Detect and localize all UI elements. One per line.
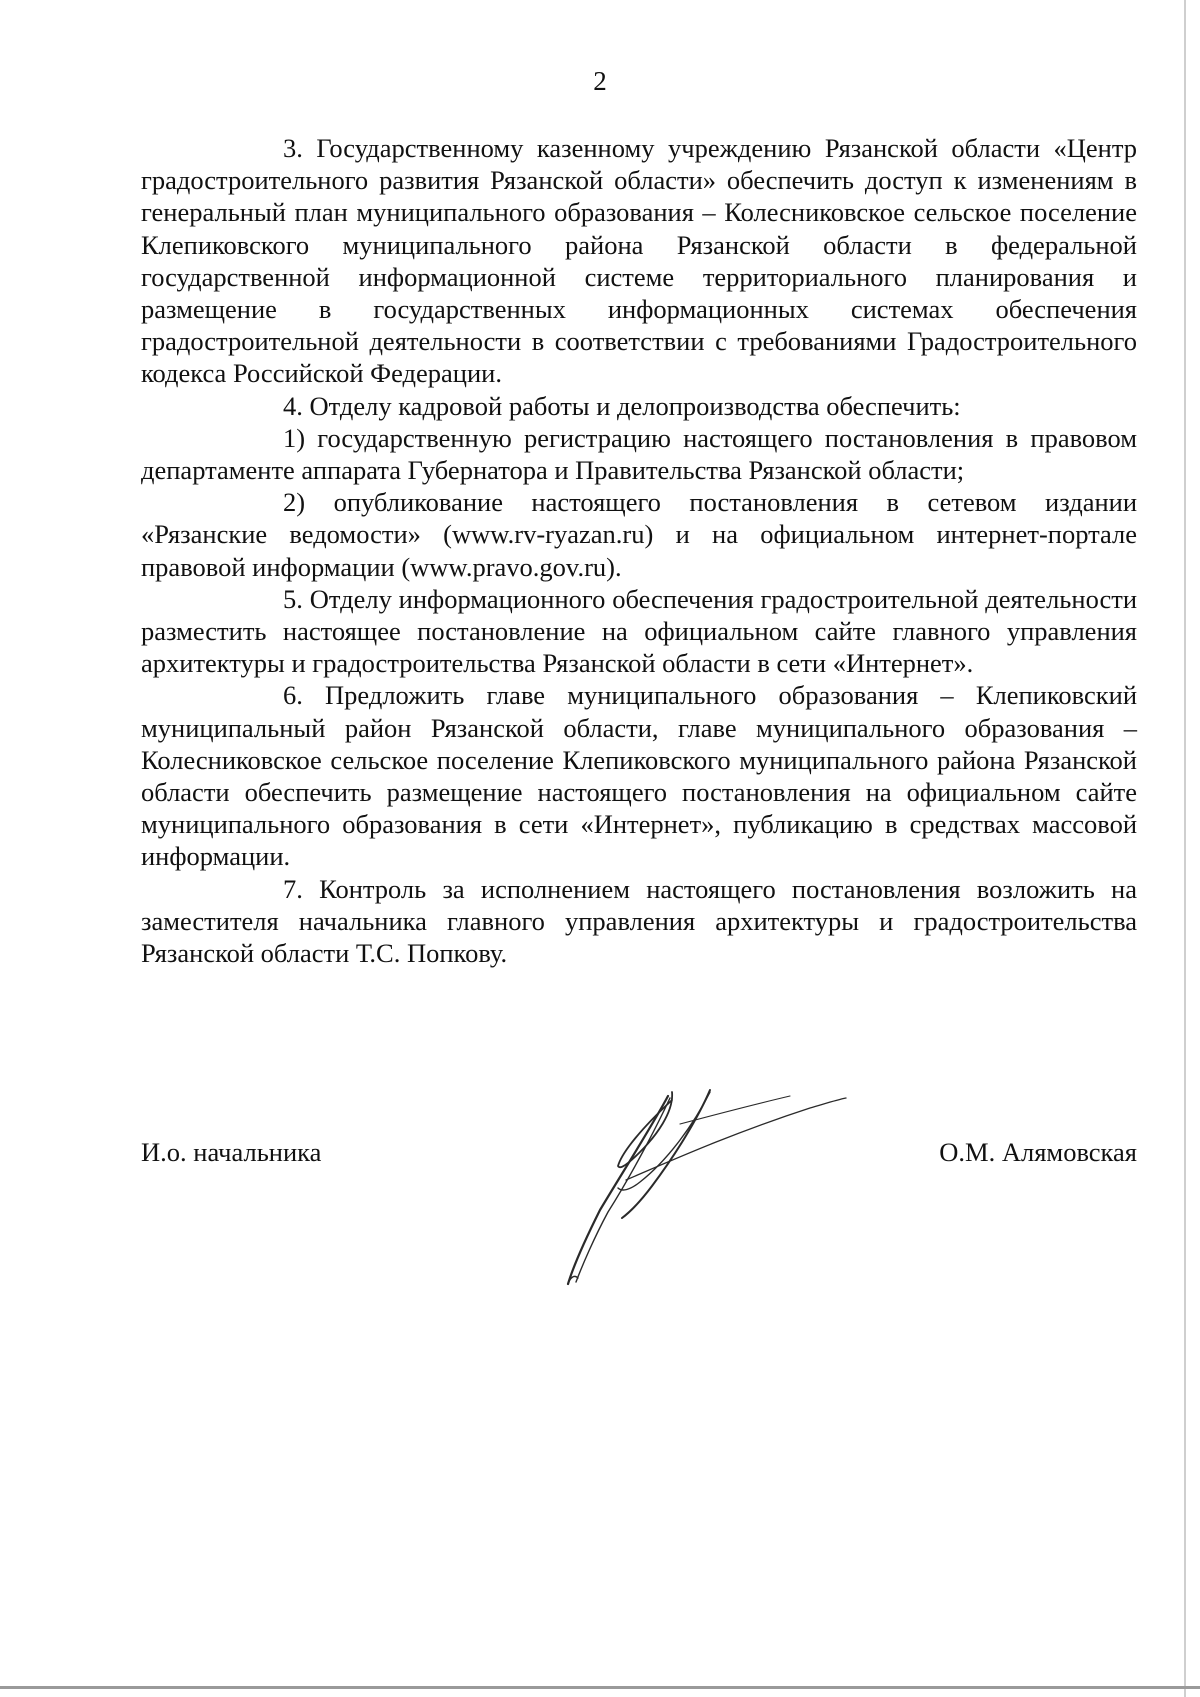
paragraph-text: Государственному казенному учреждению Рязанской области «Центр градостроительного развития Рязанской области» обеспечить доступ к изменениям в генеральный план муниципального образования – Колесниковское сельское поселение Клепиковского муниципального района Рязанской области в федеральной государственной информационной системе территориального планирования и размещение в государственных информационных системах обеспечения градостроительной деятельности в соответствии с требованиями Градостроительного кодекса Российской Федерации. (141, 133, 1138, 389)
signer-position: И.о. начальника (141, 1137, 322, 1167)
signer-name: О.М. Алямовская (939, 1137, 1137, 1167)
paragraph-number: 3. (283, 133, 303, 163)
paragraph-number: 4. (283, 390, 303, 421)
paragraph-text: Отделу кадровой работы и делопроизводства обеспечить: (309, 390, 961, 421)
paragraph-text: опубликование настоящего постановления в сетевом издании «Рязанские ведомости» (www.rv-ryazan.ru) и на официальном интернет-портале правовой информации (www.pravo.gov.ru). (141, 487, 1137, 582)
paragraph-4-2 (141, 486, 1137, 583)
handwritten-signature (560, 1078, 860, 1300)
paragraph-number: 5. (283, 583, 303, 614)
paragraph-text: Предложить главе муниципального образования – Клепиковский муниципальный район Рязанской области, главе муниципального образования – Колесниковское сельское поселение Клепиковского муниципального района Рязанской области обеспечить размещение настоящего постановления на официальном сайте муниципального образования в сети «Интернет», публикацию в средствах массовой информации. (141, 680, 1138, 872)
page-number: 2 (593, 66, 607, 96)
paragraph-6 (141, 679, 1137, 872)
paragraph-5 (141, 583, 1137, 680)
paragraph-text: Контроль за исполнением настоящего постановления возложить на заместителя начальника главного управления архитектуры и градостроительства Рязанской области Т.С. Попкову. (141, 873, 1137, 969)
paragraph-number: 2) (283, 487, 306, 518)
paragraph-4-1 (141, 422, 1137, 486)
paragraph-number: 6. (283, 680, 303, 711)
paragraph-text: государственную регистрацию настоящего постановления в правовом департаменте аппарата Губернатора и Правительства Рязанской области; (141, 422, 1138, 486)
paragraph-7 (141, 873, 1137, 970)
document-body (141, 132, 1137, 969)
signature-stroke (568, 1096, 668, 1284)
paragraph-number: 1) (283, 422, 306, 453)
paragraph-4 (141, 390, 1137, 422)
paragraph-number: 7. (283, 873, 303, 904)
signature-block (141, 1136, 1137, 1176)
paragraph-text: Отделу информационного обеспечения градостроительной деятельности разместить настоящее постановление на официальном сайте главного управления архитектуры и градостроительства Рязанской области в сети «Интернет». (141, 583, 1137, 679)
scan-edge-right (1184, 0, 1186, 1697)
scan-edge-bottom (0, 1686, 1200, 1689)
paragraph-3 (141, 132, 1137, 390)
